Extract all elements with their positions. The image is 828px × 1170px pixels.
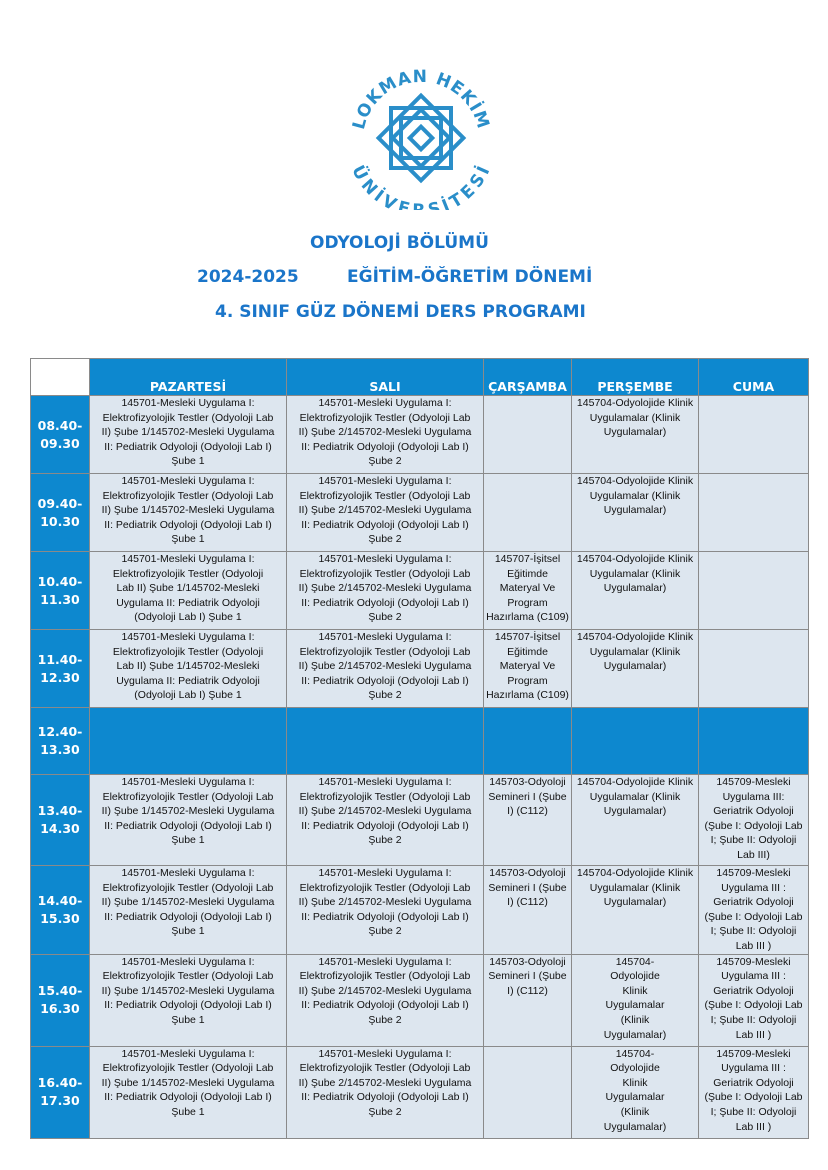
course-cell-sali (287, 630, 484, 708)
cell-text-line: Geriatrik Odyoloji (713, 896, 794, 909)
svg-text:LOKMAN HEKİM (349, 67, 493, 132)
header-cuma: CUMA (699, 359, 809, 396)
cell-text-line: Şube 2 (368, 834, 402, 847)
cell-text-line: II) Şube 2/145702-Mesleki Uygulama (298, 896, 472, 909)
cell-text-line: 145709-Mesleki (716, 1047, 791, 1060)
course-cell-carsamba (484, 552, 572, 630)
cell-text-line: (Şube I: Odyoloji Lab (704, 910, 803, 923)
cell-text-line: II) Şube 1/145702-Mesleki Uygulama (101, 896, 275, 909)
cell-text-line: 145701-Mesleki Uygulama I: (318, 553, 452, 565)
cell-text-line: II: Pediatrik Odyoloji (Odyoloji Lab I) (301, 999, 469, 1012)
logo-star-icon (379, 96, 464, 181)
cell-text-line: Uygulamalar (605, 1091, 665, 1104)
course-cell-persembe (572, 775, 699, 866)
cell-text-line: II: Pediatrik Odyoloji (Odyoloji Lab I) (104, 440, 272, 453)
table-row (31, 1046, 809, 1138)
table-row (31, 954, 809, 1046)
cell-text-line: 145704-Odyolojide Klinik (576, 553, 694, 565)
cell-text-line: I; Şube II: Odyoloji (710, 834, 797, 847)
cell-text-line: 13.40- (37, 803, 83, 818)
cell-text-line: Lab III ) (735, 939, 772, 952)
cell-text-line: II) Şube 2/145702-Mesleki Uygulama (298, 582, 472, 595)
cell-text-line: Semineri I (Şube (488, 970, 567, 983)
cell-text-line: Elektrofizyolojik Testler (Odyoloji Lab (299, 411, 471, 424)
logo-text-top: LOKMAN HEKİM (349, 66, 493, 132)
cell-text-line: Şube 2 (368, 455, 402, 468)
table-row (31, 866, 809, 955)
header-row (31, 359, 809, 396)
cell-text-line: II: Pediatrik Odyoloji (Odyoloji Lab I) (104, 819, 272, 832)
logo-emblem (349, 60, 493, 210)
table-row (31, 396, 809, 474)
cell-text-line: II: Pediatrik Odyoloji (Odyoloji Lab I) (104, 1091, 272, 1104)
cell-text-line: 145704-Odyolojide Klinik (576, 867, 694, 879)
cell-text-line: Şube 2 (368, 533, 402, 546)
cell-text-line: II) Şube 1/145702-Mesleki Uygulama (101, 426, 275, 439)
cell-text-line: 12.40- (37, 724, 83, 739)
course-cell-sali (287, 1046, 484, 1138)
course-cell-cuma (699, 630, 809, 708)
break-cell (90, 708, 287, 775)
time-slot (31, 1046, 90, 1138)
cell-text-line: (Odyoloji Lab I) Şube 1 (134, 611, 242, 624)
cell-text-line: Şube 2 (368, 925, 402, 938)
header-carsamba: ÇARŞAMBA (484, 359, 572, 396)
cell-text-line: Elektrofizyolojik Testler (Odyoloji Lab (299, 1062, 471, 1075)
cell-text-line: Lab III ) (735, 1028, 772, 1041)
cell-text-line: 145701-Mesleki Uygulama I: (121, 1047, 255, 1060)
cell-text-line: Uygulamalar) (603, 1028, 667, 1041)
cell-text-line: 145701-Mesleki Uygulama I: (318, 776, 452, 788)
cell-text-line: 145701-Mesleki Uygulama I: (121, 553, 255, 565)
cell-text-line: Elektrofizyolojik Testler (Odyoloji (112, 567, 264, 580)
academic-year: 2024-2025 (197, 267, 299, 287)
cell-text-line: Materyal Ve (499, 660, 556, 673)
time-slot (31, 954, 90, 1046)
time-slot (31, 474, 90, 552)
cell-text-line: Lab II) Şube 1/145702-Mesleki (116, 660, 260, 673)
cell-text-line: Elektrofizyolojik Testler (Odyoloji Lab (299, 970, 471, 983)
cell-text-line: 15.40- (37, 983, 83, 999)
header-persembe: PERŞEMBE (572, 359, 699, 396)
cell-text-line: 12.30 (40, 669, 80, 685)
cell-text-line: I; Şube II: Odyoloji (710, 1105, 797, 1118)
course-cell-sali (287, 775, 484, 866)
cell-text-line: Elektrofizyolojik Testler (Odyoloji Lab (102, 881, 274, 894)
cell-text-line: Uygulama III : (721, 1062, 786, 1075)
course-cell-persembe (572, 866, 699, 955)
break-cell (572, 708, 699, 775)
cell-text-line: 08.40- (37, 417, 83, 433)
cell-text-line: II) Şube 1/145702-Mesleki Uygulama (101, 805, 275, 818)
cell-text-line: 15.30 (40, 910, 80, 926)
cell-text-line: II) Şube 2/145702-Mesleki Uygulama (298, 984, 472, 997)
cell-text-line: Elektrofizyolojik Testler (Odyoloji Lab (299, 567, 471, 580)
cell-text-line: Şube 2 (368, 611, 402, 624)
cell-text-line: (Klinik (620, 1013, 650, 1026)
time-slot (31, 552, 90, 630)
cell-text-line: II: Pediatrik Odyoloji (Odyoloji Lab I) (301, 910, 469, 923)
cell-text-line: 145709-Mesleki (716, 776, 791, 788)
course-cell-pazartesi (90, 954, 287, 1046)
course-cell-sali (287, 866, 484, 955)
cell-text-line: (Şube I: Odyoloji Lab (704, 1091, 803, 1104)
cell-text-line: Elektrofizyolojik Testler (Odyoloji Lab (102, 489, 274, 502)
cell-text-line: Hazırlama (C109) (486, 689, 569, 702)
cell-text-line: Elektrofizyolojik Testler (Odyoloji Lab (299, 489, 471, 502)
cell-text-line: Elektrofizyolojik Testler (Odyoloji (112, 645, 264, 658)
course-cell-cuma (699, 552, 809, 630)
cell-text-line: 145704-Odyolojide Klinik (576, 475, 694, 487)
university-logo (349, 60, 493, 210)
cell-text-line: 145704- (615, 1047, 655, 1060)
cell-text-line: I; Şube II: Odyoloji (710, 1013, 797, 1026)
cell-text-line: Uygulamalar (605, 999, 665, 1012)
cell-text-line: Elektrofizyolojik Testler (Odyoloji Lab (299, 645, 471, 658)
cell-text-line: 10.30 (40, 513, 80, 529)
cell-text-line: 145704- (615, 955, 655, 968)
cell-text-line: Lab III ) (735, 1120, 772, 1133)
cell-text-line: 145704-Odyolojide Klinik (576, 397, 694, 409)
cell-text-line: Uygulamalar) (603, 582, 667, 595)
course-cell-cuma (699, 954, 809, 1046)
cell-text-line: Şube 2 (368, 689, 402, 702)
cell-text-line: Uygulamalar) (603, 504, 667, 517)
cell-text-line: II: Pediatrik Odyoloji (Odyoloji Lab I) (301, 819, 469, 832)
cell-text-line: Şube 1 (171, 455, 205, 468)
header-pazartesi: PAZARTESİ (90, 359, 287, 396)
course-cell-carsamba (484, 396, 572, 474)
cell-text-line: Materyal Ve (499, 582, 556, 595)
cell-text-line: 145703-Odyoloji (489, 867, 566, 879)
course-cell-sali (287, 954, 484, 1046)
cell-text-line: II) Şube 2/145702-Mesleki Uygulama (298, 660, 472, 673)
cell-text-line: Uygulamalar (Klinik (589, 567, 681, 580)
cell-text-line: 145701-Mesleki Uygulama I: (318, 955, 452, 968)
course-cell-pazartesi (90, 396, 287, 474)
course-cell-pazartesi (90, 552, 287, 630)
cell-text-line: II) Şube 2/145702-Mesleki Uygulama (298, 1076, 472, 1089)
time-slot (31, 630, 90, 708)
cell-text-line: Semineri I (Şube (488, 881, 567, 894)
time-slot (31, 775, 90, 866)
cell-text-line: Uygulama II: Pediatrik Odyoloji (116, 674, 260, 687)
cell-text-line: I) (C112) (507, 896, 548, 909)
course-cell-persembe (572, 954, 699, 1046)
course-cell-pazartesi (90, 866, 287, 955)
cell-text-line: Şube 2 (368, 1013, 402, 1026)
cell-text-line: Uygulamalar (Klinik (589, 411, 681, 424)
cell-text-line: 145701-Mesleki Uygulama I: (121, 397, 255, 409)
course-cell-persembe (572, 396, 699, 474)
table-row (31, 552, 809, 630)
cell-text-line: (Odyoloji Lab I) Şube 1 (134, 689, 242, 702)
course-cell-sali (287, 474, 484, 552)
cell-text-line: Hazırlama (C109) (486, 611, 569, 624)
table-row (31, 630, 809, 708)
cell-text-line: II: Pediatrik Odyoloji (Odyoloji Lab I) (301, 596, 469, 609)
cell-text-line: Eğitimde (507, 567, 548, 580)
cell-text-line: 145701-Mesleki Uygulama I: (318, 631, 452, 643)
cell-text-line: 145701-Mesleki Uygulama I: (318, 1047, 452, 1060)
cell-text-line: Uygulamalar) (603, 896, 667, 909)
cell-text-line: 17.30 (40, 1093, 80, 1109)
cell-text-line: II) Şube 1/145702-Mesleki Uygulama (101, 984, 275, 997)
course-cell-pazartesi (90, 630, 287, 708)
cell-text-line: 145703-Odyoloji (489, 776, 566, 788)
cell-text-line: Elektrofizyolojik Testler (Odyoloji Lab (299, 790, 471, 803)
corner-cell (31, 359, 90, 396)
cell-text-line: Uygulamalar) (603, 805, 667, 818)
course-cell-persembe (572, 630, 699, 708)
cell-text-line: 145703-Odyoloji (489, 955, 566, 968)
table-row (31, 708, 809, 775)
cell-text-line: Uygulamalar) (603, 426, 667, 439)
table-row (31, 775, 809, 866)
cell-text-line: II) Şube 2/145702-Mesleki Uygulama (298, 426, 472, 439)
header-sali: SALI (287, 359, 484, 396)
cell-text-line: 09.40- (37, 495, 83, 511)
time-slot (31, 708, 90, 775)
cell-text-line: 145701-Mesleki Uygulama I: (318, 867, 452, 879)
cell-text-line: II: Pediatrik Odyoloji (Odyoloji Lab I) (301, 440, 469, 453)
cell-text-line: II) Şube 2/145702-Mesleki Uygulama (298, 805, 472, 818)
cell-text-line: Elektrofizyolojik Testler (Odyoloji Lab (102, 1062, 274, 1075)
cell-text-line: II: Pediatrik Odyoloji (Odyoloji Lab I) (104, 910, 272, 923)
course-cell-cuma (699, 866, 809, 955)
academic-term-title: EĞİTİM-ÖĞRETİM DÖNEMİ (347, 267, 593, 287)
cell-text-line: 145701-Mesleki Uygulama I: (121, 867, 255, 879)
cell-text-line: II: Pediatrik Odyoloji (Odyoloji Lab I) (301, 518, 469, 531)
course-cell-carsamba (484, 1046, 572, 1138)
course-cell-carsamba (484, 954, 572, 1046)
cell-text-line: Lab II) Şube 1/145702-Mesleki (116, 582, 260, 595)
cell-text-line: Program (507, 596, 548, 609)
cell-text-line: Program (507, 674, 548, 687)
cell-text-line: Uygulama III: (722, 790, 785, 803)
cell-text-line: 13.30 (40, 742, 80, 757)
cell-text-line: Elektrofizyolojik Testler (Odyoloji Lab (102, 790, 274, 803)
course-cell-persembe (572, 1046, 699, 1138)
cell-text-line: Şube 1 (171, 1105, 205, 1118)
cell-text-line: (Şube I: Odyoloji Lab (704, 819, 803, 832)
logo-text-bottom: ÜNİVE SİTESİ (349, 162, 493, 210)
cell-text-line: Geriatrik Odyoloji (713, 1076, 794, 1089)
schedule-title: 4. SINIF GÜZ DÖNEMİ DERS PROGRAMI (215, 302, 586, 322)
cell-text-line: 16.30 (40, 1001, 80, 1017)
cell-text-line: Odyolojide (610, 970, 660, 983)
cell-text-line: Uygulamalar (Klinik (589, 881, 681, 894)
cell-text-line: 145701-Mesleki Uygulama I: (121, 776, 255, 788)
cell-text-line: Geriatrik Odyoloji (713, 984, 794, 997)
cell-text-line: II) Şube 1/145702-Mesleki Uygulama (101, 1076, 275, 1089)
cell-text-line: 145701-Mesleki Uygulama I: (318, 475, 452, 487)
cell-text-line: II: Pediatrik Odyoloji (Odyoloji Lab I) (104, 518, 272, 531)
course-cell-pazartesi (90, 775, 287, 866)
course-cell-carsamba (484, 775, 572, 866)
cell-text-line: 10.40- (37, 573, 83, 589)
cell-text-line: Eğitimde (507, 645, 548, 658)
cell-text-line: Şube 1 (171, 533, 205, 546)
schedule-table (30, 358, 809, 1139)
cell-text-line: Elektrofizyolojik Testler (Odyoloji Lab (299, 881, 471, 894)
cell-text-line: Klinik (622, 1076, 648, 1089)
course-cell-carsamba (484, 866, 572, 955)
course-cell-cuma (699, 396, 809, 474)
cell-text-line: 14.30 (40, 821, 80, 836)
cell-text-line: Uygulamalar (Klinik (589, 790, 681, 803)
cell-text-line: II: Pediatrik Odyoloji (Odyoloji Lab I) (104, 999, 272, 1012)
break-cell (287, 708, 484, 775)
course-cell-carsamba (484, 474, 572, 552)
cell-text-line: 16.40- (37, 1075, 83, 1091)
cell-text-line: Klinik (622, 984, 648, 997)
department-title: ODYOLOJİ BÖLÜMÜ (310, 233, 489, 253)
cell-text-line: 145704-Odyolojide Klinik (576, 631, 694, 643)
course-cell-carsamba (484, 630, 572, 708)
cell-text-line: Uygulama II: Pediatrik Odyoloji (116, 596, 260, 609)
time-slot (31, 866, 90, 955)
cell-text-line: (Klinik (620, 1105, 650, 1118)
cell-text-line: Uygulamalar (Klinik (589, 489, 681, 502)
cell-text-line: II: Pediatrik Odyoloji (Odyoloji Lab I) (301, 1091, 469, 1104)
course-cell-sali (287, 552, 484, 630)
course-cell-cuma (699, 474, 809, 552)
course-cell-cuma (699, 775, 809, 866)
course-cell-persembe (572, 474, 699, 552)
cell-text-line: 09.30 (40, 435, 80, 451)
course-cell-sali (287, 396, 484, 474)
cell-text-line: Lab III) (737, 848, 770, 861)
cell-text-line: Uygulamalar) (603, 660, 667, 673)
cell-text-line: 145707-İşitsel (494, 553, 561, 565)
cell-text-line: 145701-Mesleki Uygulama I: (121, 475, 255, 487)
break-cell (699, 708, 809, 775)
course-cell-cuma (699, 1046, 809, 1138)
cell-text-line: I; Şube II: Odyoloji (710, 925, 797, 938)
cell-text-line: Elektrofizyolojik Testler (Odyoloji Lab (102, 970, 274, 983)
cell-text-line: 145704-Odyolojide Klinik (576, 776, 694, 788)
cell-text-line: Odyolojide (610, 1062, 660, 1075)
course-cell-pazartesi (90, 1046, 287, 1138)
cell-text-line: II) Şube 2/145702-Mesleki Uygulama (298, 504, 472, 517)
cell-text-line: I) (C112) (507, 984, 548, 997)
cell-text-line: Elektrofizyolojik Testler (Odyoloji Lab (102, 411, 274, 424)
course-cell-persembe (572, 552, 699, 630)
cell-text-line: Şube 2 (368, 1105, 402, 1118)
cell-text-line: II: Pediatrik Odyoloji (Odyoloji Lab I) (301, 674, 469, 687)
table-row (31, 474, 809, 552)
cell-text-line: Semineri I (Şube (488, 790, 567, 803)
course-cell-pazartesi (90, 474, 287, 552)
cell-text-line: 145701-Mesleki Uygulama I: (121, 955, 255, 968)
cell-text-line: 11.30 (40, 591, 80, 607)
cell-text-line: 145709-Mesleki (716, 867, 791, 879)
cell-text-line: Şube 1 (171, 834, 205, 847)
break-cell (484, 708, 572, 775)
cell-text-line: 145701-Mesleki Uygulama I: (318, 397, 452, 409)
time-slot (31, 396, 90, 474)
cell-text-line: 14.40- (37, 892, 83, 908)
cell-text-line: 11.40- (37, 651, 83, 667)
cell-text-line: I) (C112) (507, 805, 548, 818)
cell-text-line: Uygulamalar) (603, 1120, 667, 1133)
cell-text-line: 145701-Mesleki Uygulama I: (121, 631, 255, 643)
cell-text-line: 145707-İşitsel (494, 631, 561, 643)
cell-text-line: 145709-Mesleki (716, 955, 791, 968)
cell-text-line: Şube 1 (171, 1013, 205, 1026)
cell-text-line: Uygulama III : (721, 881, 786, 894)
cell-text-line: Uygulamalar (Klinik (589, 645, 681, 658)
cell-text-line: II) Şube 1/145702-Mesleki Uygulama (101, 504, 275, 517)
cell-text-line: (Şube I: Odyoloji Lab (704, 999, 803, 1012)
cell-text-line: Geriatrik Odyoloji (713, 805, 794, 818)
cell-text-line: Uygulama III : (721, 970, 786, 983)
cell-text-line: Şube 1 (171, 925, 205, 938)
